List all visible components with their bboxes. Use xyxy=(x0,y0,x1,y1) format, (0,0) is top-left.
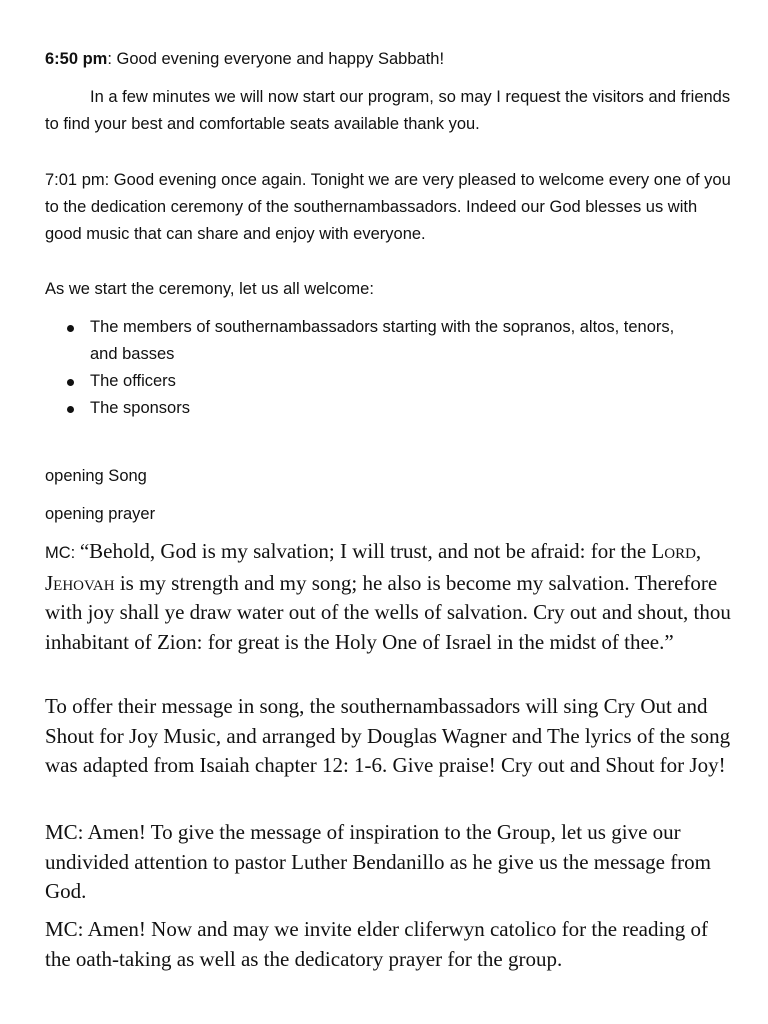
message-song-paragraph: To offer their message in song, the southernambassadors will sing Cry Out and Shout for Joy Music, and arranged by Douglas Wagner and The lyrics of the song was adapted from Isaiah chapter 12: 1-6. Give praise! Cry out and Shout for Joy! xyxy=(45,694,731,777)
verse-jehovah: Jehovah xyxy=(45,570,115,595)
ceremony-lead: As we start the ceremony, let us all welcome: xyxy=(45,280,374,298)
opening-prayer: opening prayer xyxy=(45,505,156,523)
welcome-list xyxy=(45,314,735,422)
list-item xyxy=(45,314,690,368)
mc-label: MC: xyxy=(45,544,80,562)
verse-paragraph xyxy=(45,537,735,657)
verse-text-end: is my strength and my song; he also is become my salvation. Therefore with joy shall ye draw water out of the wells of salvation. Cry out and shout, thou inhabitant of Zion: for great is the Holy One of Israel in the midst of thee.” xyxy=(45,570,731,654)
list-item-text: The sponsors xyxy=(90,399,190,417)
intro-time: 6:50 pm xyxy=(45,50,108,68)
verse-comma: , xyxy=(695,539,702,563)
welcome-paragraph: 7:01 pm: Good evening once again. Tonight we are very pleased to welcome every one of you to the dedication ceremony of the southernambassadors. Indeed our God blesses us with good music that can share and enjoy with everyone. xyxy=(45,171,731,243)
verse-lord: Lord xyxy=(651,539,696,563)
intro-greeting xyxy=(45,46,735,73)
intro-greeting-text: : Good evening everyone and happy Sabbath! xyxy=(107,50,445,68)
bullet-icon xyxy=(67,379,74,386)
bullet-icon xyxy=(67,325,74,332)
list-item xyxy=(45,395,690,422)
bullet-icon xyxy=(67,406,74,413)
oath-paragraph: MC: Amen! Now and may we invite elder cliferwyn catolico for the reading of the oath-taking as well as the dedicatory prayer for the group. xyxy=(45,917,709,971)
list-item xyxy=(45,368,690,395)
list-item-text: The members of southernambassadors starting with the sopranos, altos, tenors, and basses xyxy=(90,318,675,363)
intro-request: In a few minutes we will now start our program, so may I request the visitors and friends to find your best and comfortable seats available thank you. xyxy=(45,88,731,133)
list-item-text: The officers xyxy=(90,372,176,390)
verse-text-start: “Behold, God is my salvation; I will trust, and not be afraid: for the xyxy=(79,539,652,563)
opening-song: opening Song xyxy=(45,467,147,485)
inspiration-paragraph: MC: Amen! To give the message of inspiration to the Group, let us give our undivided attention to pastor Luther Bendanillo as he give us the message from God. xyxy=(45,820,712,903)
